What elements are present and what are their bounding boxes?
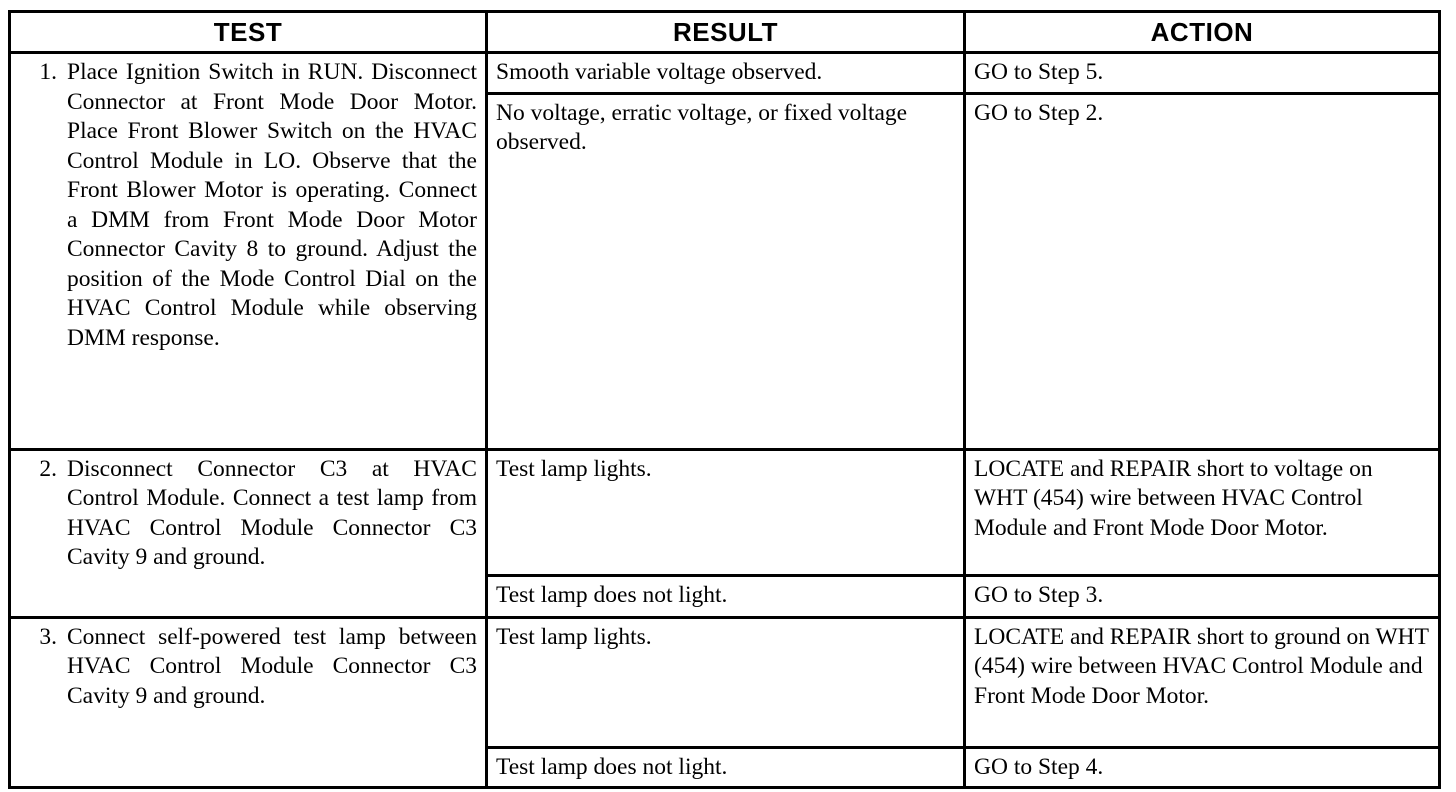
action-cell: GO to Step 5. — [965, 53, 1440, 94]
test-cell-step-2 — [10, 449, 487, 617]
diagnostic-table-sheet — [8, 10, 1438, 789]
result-cell: Test lamp lights. — [487, 449, 965, 575]
header-action: ACTION — [965, 12, 1440, 53]
result-cell: Smooth variable voltage observed. — [487, 53, 965, 94]
diagnostic-table — [8, 10, 1441, 789]
step-instructions: Disconnect Connector C3 at HVAC Control Module. Connect a test lamp from HVAC Control Module Connector C3 Cavity 9 and ground. — [67, 455, 477, 570]
action-cell: GO to Step 4. — [965, 747, 1440, 788]
header-row — [10, 12, 1440, 53]
table-row — [10, 449, 1440, 575]
step-number: 1. — [39, 59, 57, 85]
action-cell: GO to Step 2. — [965, 93, 1440, 449]
result-cell: Test lamp lights. — [487, 617, 965, 747]
step-number: 2. — [39, 455, 57, 482]
result-cell: Test lamp does not light. — [487, 747, 965, 788]
action-cell: LOCATE and REPAIR short to ground on WHT (454) wire between HVAC Control Module and Front Mode Door Motor. — [965, 617, 1440, 747]
test-cell-step-1 — [10, 53, 487, 450]
header-test: TEST — [10, 12, 487, 53]
result-cell: No voltage, erratic voltage, or fixed voltage observed. — [487, 93, 965, 449]
step-instructions: Connect self-powered test lamp between HVAC Control Module Connector C3 Cavity 9 and ground. — [67, 623, 477, 709]
test-cell-step-3 — [10, 617, 487, 788]
step-instructions: Place Ignition Switch in RUN. Disconnect Connector at Front Mode Door Motor. Place Front Blower Switch on the HVAC Control Module in LO. Observe that the Front Blower Motor is operating. Connect a DMM from Front Mode Door Motor Connector Cavity 8 to ground. Adjust the position of the Mode Control Dial on the HVAC Control Module while observing DMM response. — [67, 59, 477, 351]
result-cell: Test lamp does not light. — [487, 575, 965, 617]
action-cell: GO to Step 3. — [965, 575, 1440, 617]
action-cell: LOCATE and REPAIR short to voltage on WHT (454) wire between HVAC Control Module and Front Mode Door Motor. — [965, 449, 1440, 575]
step-number: 3. — [39, 623, 57, 650]
table-row — [10, 617, 1440, 747]
header-result: RESULT — [487, 12, 965, 53]
table-row — [10, 53, 1440, 94]
